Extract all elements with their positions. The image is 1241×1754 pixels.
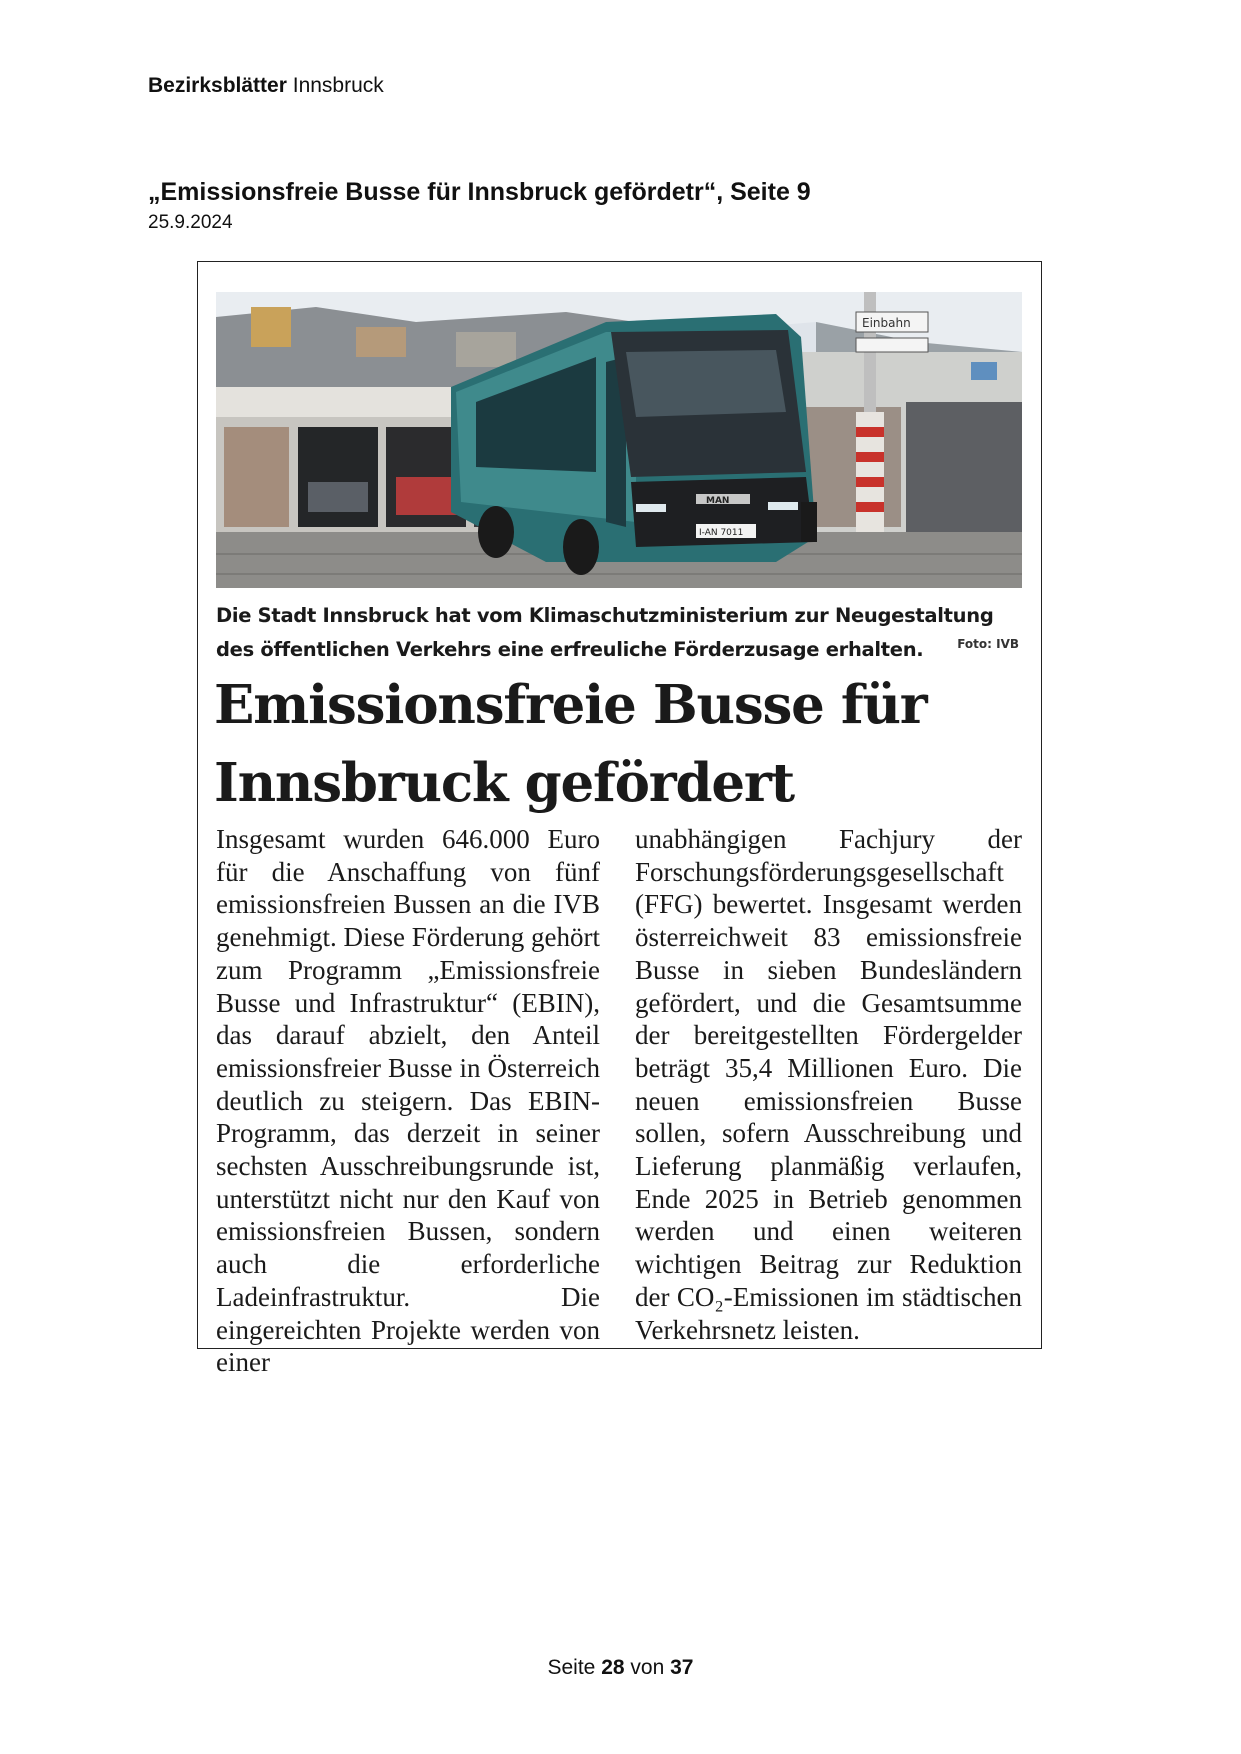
article-column-1: Insgesamt wurden 646.000 Euro für die Anschaffung von fünf emissionsfreien Bussen an die IVB genehmigt. Diese Förderung gehört zum Programm „Emissionsfreie Busse und Infrastruktur“ (EBIN), das darauf abzielt, den Anteil emissionsfreier Busse in Österreich deutlich zu steigern. Das EBIN-Programm, das derzeit in seiner sechsten Ausschreibungsrunde ist, unterstützt nicht nur den Kauf von emissionsfreien Bussen, sondern auch die erforderliche Ladeinfrastruktur. Die eingereichten Projekte werden von einer — [216, 824, 600, 1378]
document-title: „Emissionsfreie Busse für Innsbruck gefördetr“, Seite 9 — [148, 178, 811, 206]
document-date: 25.9.2024 — [148, 212, 233, 233]
source-line — [148, 74, 384, 98]
page-label: Seite — [547, 1656, 596, 1679]
newspaper-clipping — [197, 261, 1042, 1378]
page-separator: von — [630, 1656, 665, 1679]
plate-text: I-AN 7011 — [699, 528, 744, 538]
bus-photo — [216, 292, 1022, 588]
sign-text: Einbahn — [862, 316, 911, 330]
bus-brand-text: MAN — [706, 496, 730, 506]
article-headline: Emissionsfreie Busse für Innsbruck gefördert — [214, 674, 927, 814]
publication-name: Bezirksblätter — [148, 74, 287, 97]
page-number — [0, 1656, 1241, 1680]
article-column-2: unabhängigen Fachjury der Forschungsförderungsgesellschaft (FFG) bewertet. Insgesamt werden österreichweit 83 emissionsfreie Busse in sieben Bundesländern gefördert, und die Gesamtsumme der bereitgestellten Fördergelder beträgt 35,4 Millionen Euro. Die neuen emissionsfreien Busse sollen, sofern Ausschreibung und Lieferung planmäßig verlaufen, Ende 2025 in Betrieb genommen werden und einen weiteren wichtigen Beitrag zur Reduktion der CO₂-Emissionen im städtischen Verkehrsnetz leisten. — [635, 824, 1022, 1345]
current-page: 28 — [601, 1656, 625, 1679]
photo-caption: Die Stadt Innsbruck hat vom Klimaschutzministerium zur Neugestaltung des öffentlichen Verkehrs eine erfreuliche Förderzusage erhalten. — [216, 604, 994, 661]
photo-credit: Foto: IVB — [957, 637, 1019, 651]
total-pages: 37 — [670, 1656, 694, 1679]
publication-location: Innsbruck — [292, 74, 384, 97]
